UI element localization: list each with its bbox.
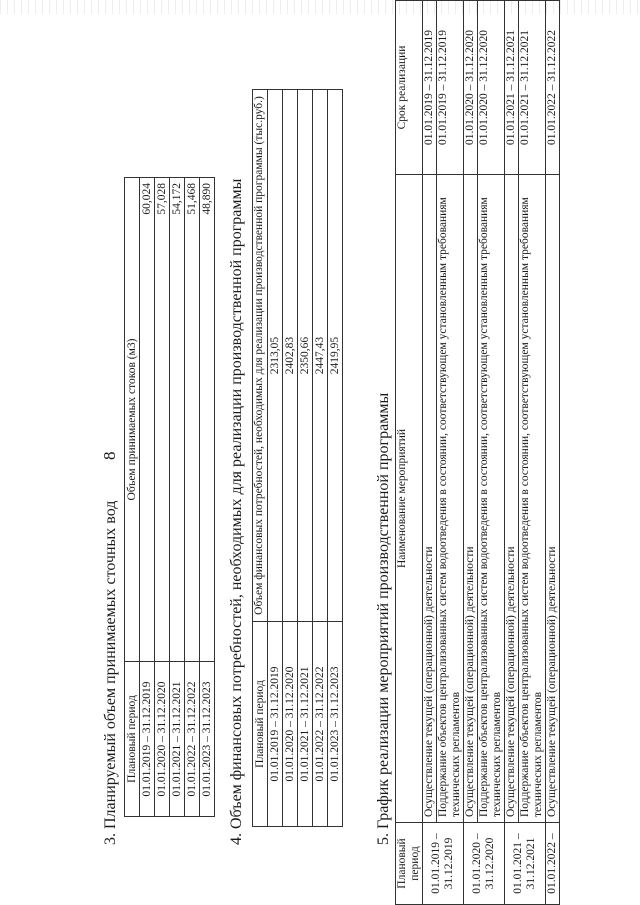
table-row <box>519 1 546 905</box>
deadline-cell: 01.01.2021 – 31.12.2021 <box>519 1 546 175</box>
header-financial-needs: Объем финансовых потребностей, необходимых для реализации производственной программы (тыс.руб.) <box>253 90 268 622</box>
table-row <box>328 90 343 827</box>
table-row <box>155 178 170 817</box>
header-volume: Объем принимаемых стоков (м3) <box>125 178 140 662</box>
period-cell: 01.01.2023 – 31.12.2023 <box>200 662 215 817</box>
value-cell: 2350,66 <box>298 90 313 622</box>
period-cell: 01.01.2019 – 31.12.2019 <box>140 662 155 817</box>
table-header-row <box>253 90 268 827</box>
deadline-cell: 01.01.2020 – 31.12.2020 <box>478 1 505 175</box>
header-activities: Наименование мероприятий <box>396 175 423 823</box>
activity-cell: Поддержание объектов централизованных систем водоотведения в состоянии, соответствующем установленным требованиям технических регламентов <box>478 175 505 823</box>
table-row <box>546 1 560 905</box>
section4-table <box>252 89 343 827</box>
value-cell: 2402,83 <box>283 90 298 622</box>
value-cell: 2313,05 <box>268 90 283 622</box>
activity-cell: Поддержание объектов централизованных систем водоотведения в состоянии, соответствующем установленным требованиям технических регламентов <box>519 175 546 823</box>
activity-cell: Поддержание объектов централизованных систем водоотведения в состоянии, соответствующем установленным требованиям технических регламентов <box>437 175 464 823</box>
header-deadline: Срок реализации <box>396 1 423 175</box>
deadline-cell: 01.01.2020 – 31.12.2020 <box>464 1 478 175</box>
value-cell: 54,172 <box>170 178 185 662</box>
activity-cell: Осуществление текущей (операционной) деятельности <box>423 175 437 823</box>
period-cell: 01.01.2022 – 31.12.2022 <box>313 622 328 827</box>
value-cell: 2447,43 <box>313 90 328 622</box>
deadline-cell: 01.01.2021 – 31.12.2021 <box>505 1 519 175</box>
header-period: Плановый период <box>396 823 423 905</box>
period-cell: 01.01.2020 – 31.12.2020 <box>283 622 298 827</box>
value-cell: 57,028 <box>155 178 170 662</box>
activity-cell: Осуществление текущей (операционной) деятельности <box>546 175 560 823</box>
table-row <box>268 90 283 827</box>
group-period-cell: 01.01.2021 – 31.12.2021 <box>505 823 546 905</box>
section3-table <box>124 177 215 817</box>
table-row <box>464 1 478 905</box>
value-cell: 60,024 <box>140 178 155 662</box>
period-cell: 01.01.2022 – 31.12.2022 <box>185 662 200 817</box>
header-period: Плановый период <box>125 662 140 817</box>
period-cell: 01.01.2023 – 31.12.2023 <box>328 622 343 827</box>
activity-cell: Осуществление текущей (операционной) деятельности <box>464 175 478 823</box>
table-row <box>140 178 155 817</box>
activity-cell: Осуществление текущей (операционной) деятельности <box>505 175 519 823</box>
table-row <box>170 178 185 817</box>
value-cell: 2419,95 <box>328 90 343 622</box>
table-row <box>283 90 298 827</box>
value-cell: 51,468 <box>185 178 200 662</box>
table-header-row <box>125 178 140 817</box>
section5-table <box>395 0 560 905</box>
table-row <box>298 90 313 827</box>
table-row <box>437 1 464 905</box>
section5-title: 5. График реализации мероприятий производственной программы <box>375 392 392 845</box>
deadline-cell: 01.01.2022 – 31.12.2022 <box>546 1 560 175</box>
header-period: Плановый период <box>253 622 268 827</box>
group-period-cell: 01.01.2022 – <box>546 823 560 905</box>
table-row <box>185 178 200 817</box>
table-row <box>505 1 519 905</box>
period-cell: 01.01.2021 – 31.12.2021 <box>298 622 313 827</box>
table-row <box>423 1 437 905</box>
deadline-cell: 01.01.2019 – 31.12.2019 <box>423 1 437 175</box>
table-row <box>313 90 328 827</box>
table-header-row <box>396 1 423 905</box>
group-period-cell: 01.01.2020 – 31.12.2020 <box>464 823 505 905</box>
group-period-cell: 01.01.2019 – 31.12.2019 <box>423 823 464 905</box>
period-cell: 01.01.2021 – 31.12.2021 <box>170 662 185 817</box>
value-cell: 48,890 <box>200 178 215 662</box>
table-row <box>478 1 505 905</box>
section3-title: 3. Планируемый объем принимаемых сточных вод <box>102 500 119 845</box>
period-cell: 01.01.2019 – 31.12.2019 <box>268 622 283 827</box>
section4-title: 4. Объем финансовых потребностей, необходимых для реализации производственной программы <box>228 178 245 845</box>
table-row <box>200 178 215 817</box>
period-cell: 01.01.2020 – 31.12.2020 <box>155 662 170 817</box>
deadline-cell: 01.01.2019 – 31.12.2019 <box>437 1 464 175</box>
page-number: 8 <box>100 451 119 460</box>
